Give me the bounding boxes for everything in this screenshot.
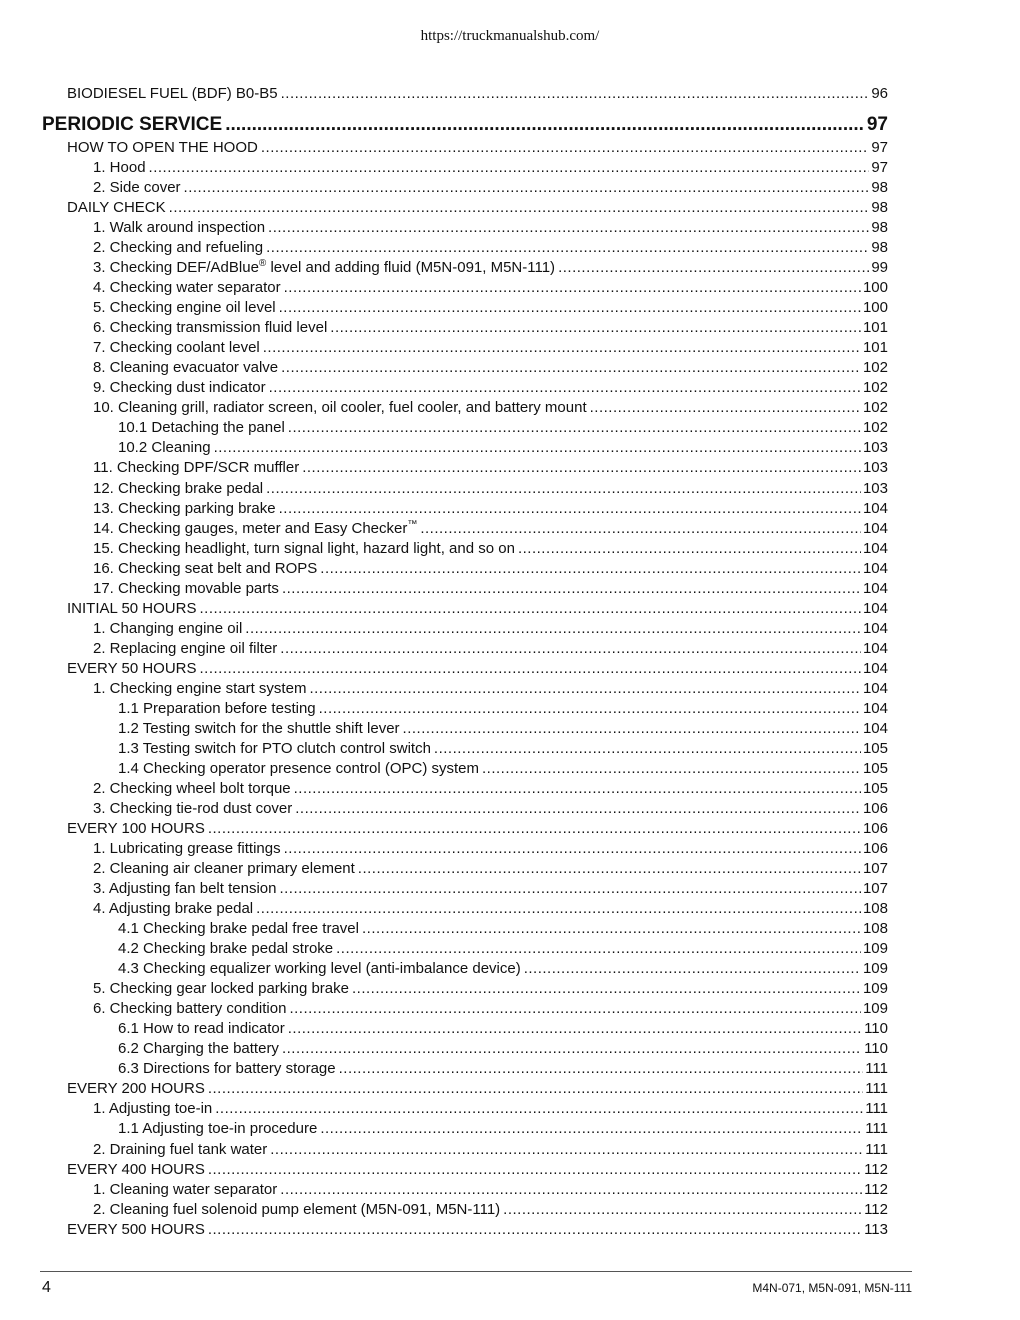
dot-leader [266, 479, 861, 499]
dot-leader [288, 418, 861, 438]
dot-leader [320, 1119, 863, 1139]
toc-entry-title [93, 579, 282, 599]
dot-leader [279, 499, 861, 519]
toc-entry-title [93, 619, 245, 639]
toc-entry[interactable] [93, 158, 888, 178]
dot-leader [309, 679, 861, 699]
toc-entry-text: 2. Checking wheel bolt torque [93, 779, 291, 797]
dot-leader [503, 1200, 862, 1220]
toc-entry[interactable] [93, 559, 888, 579]
toc-entry[interactable] [118, 1119, 888, 1139]
toc-entry[interactable] [93, 238, 888, 258]
dot-leader [358, 859, 861, 879]
toc-entry-text-continued: level and adding fluid (M5N-091, M5N-111) [266, 259, 556, 277]
dot-leader [330, 318, 861, 338]
dot-leader [269, 378, 861, 398]
dot-leader [263, 338, 861, 358]
dot-leader [279, 879, 861, 899]
toc-page-number: 104 [862, 659, 888, 677]
toc-entry-text: EVERY 400 HOURS [67, 1160, 205, 1178]
toc-page-number: 98 [871, 199, 888, 217]
toc-entry-title [93, 799, 295, 819]
toc-entry-title [118, 719, 403, 739]
toc-entry[interactable] [93, 1180, 888, 1200]
toc-page-number: 100 [862, 299, 888, 317]
toc-entry-text: 4. Checking water separator [93, 279, 281, 297]
toc-entry-text: EVERY 500 HOURS [67, 1220, 205, 1238]
toc-page-number: 110 [864, 1040, 888, 1058]
toc-entry[interactable] [67, 659, 888, 679]
dot-leader [284, 278, 861, 298]
toc-page-number: 111 [865, 1080, 888, 1098]
toc-entry-title [93, 458, 302, 478]
dot-leader [208, 1079, 863, 1099]
toc-entry-text: 7. Checking coolant level [93, 339, 260, 357]
toc-entry[interactable] [93, 218, 888, 238]
toc-entry[interactable] [118, 418, 888, 438]
toc-entry-title [93, 639, 280, 659]
toc-entry-title [93, 779, 294, 799]
toc-entry-text: 4.1 Checking brake pedal free travel [118, 920, 359, 938]
dot-leader [403, 719, 861, 739]
dot-leader [184, 178, 870, 198]
toc-entry-title [93, 258, 558, 278]
toc-entry-title [93, 398, 590, 418]
toc-page-number: 104 [862, 719, 888, 737]
toc-entry-title [93, 979, 352, 999]
toc-entry[interactable] [93, 499, 888, 519]
toc-page-number: 106 [862, 820, 888, 838]
toc-entry[interactable] [93, 839, 888, 859]
dot-leader [214, 438, 861, 458]
toc-entry-title [93, 178, 184, 198]
toc-entry[interactable] [93, 639, 888, 659]
toc-entry-title [93, 218, 268, 238]
toc-entry-title [93, 378, 269, 398]
page-number: 4 [42, 1279, 51, 1296]
toc-entry[interactable] [93, 178, 888, 198]
toc-entry[interactable] [93, 378, 888, 398]
toc-entry-title [93, 879, 279, 899]
toc-page-number: 109 [862, 940, 888, 958]
toc-entry-title [42, 112, 225, 138]
toc-entry-text: 2. Replacing engine oil filter [93, 639, 278, 657]
toc-entry-title [67, 138, 261, 158]
toc-entry-text: 1.3 Testing switch for PTO clutch control switch [118, 739, 431, 757]
dot-leader [319, 699, 861, 719]
toc-entry[interactable] [93, 679, 888, 699]
toc-entry-title [118, 959, 524, 979]
toc-entry-text: 2. Cleaning fuel solenoid pump element (M5N-091, M5N-111) [93, 1200, 501, 1218]
toc-entry[interactable] [93, 479, 888, 499]
toc-entry-text: 1.4 Checking operator presence control (OPC) system [118, 759, 479, 777]
toc-page-number: 104 [862, 559, 888, 577]
dot-leader [200, 659, 861, 679]
toc-entry-text: INITIAL 50 HOURS [67, 599, 197, 617]
toc-page-number: 112 [864, 1180, 888, 1198]
toc-page-number: 104 [862, 539, 888, 557]
toc-entry-title [93, 539, 518, 559]
toc-entry[interactable] [118, 939, 888, 959]
toc-entry[interactable] [93, 318, 888, 338]
toc-entry-title [93, 298, 279, 318]
toc-entry-text: 5. Checking gear locked parking brake [93, 980, 349, 998]
toc-page-number: 109 [862, 1000, 888, 1018]
toc-entry-title [93, 1099, 215, 1119]
dot-leader [282, 1039, 862, 1059]
toc-entry[interactable] [93, 1099, 888, 1119]
toc-entry[interactable] [93, 779, 888, 799]
toc-page-number: 105 [862, 739, 888, 757]
toc-entry[interactable] [118, 959, 888, 979]
toc-page-number: 98 [871, 219, 888, 237]
toc-entry-title [118, 919, 362, 939]
toc-entry-text: 6.3 Directions for battery storage [118, 1060, 336, 1078]
toc-entry-text: 1.1 Adjusting toe-in procedure [118, 1120, 318, 1138]
dot-leader [261, 138, 869, 158]
toc-entry-text: 10.2 Cleaning [118, 439, 211, 457]
toc-entry-text: 8. Cleaning evacuator valve [93, 359, 279, 377]
dot-leader [208, 1160, 862, 1180]
toc-page-number: 104 [862, 619, 888, 637]
toc-page-number: 101 [862, 319, 888, 337]
toc-page-number: 96 [871, 85, 888, 102]
toc-entry[interactable] [67, 138, 888, 158]
toc-entry-text: 1. Checking engine start system [93, 679, 307, 697]
toc-section-heading[interactable] [42, 112, 888, 138]
toc-page-number: 102 [862, 419, 888, 437]
toc-entry-text: 10.1 Detaching the panel [118, 419, 285, 437]
toc-entry-title [118, 739, 434, 759]
toc-entry-title [118, 939, 336, 959]
toc-entry-text: 3. Checking DEF/AdBlue [93, 259, 259, 277]
toc-entry-title [93, 519, 420, 539]
toc-entry-title [93, 559, 320, 579]
dot-leader [352, 979, 861, 999]
toc-page-number: 104 [862, 519, 888, 537]
toc-entry-title [118, 759, 482, 779]
toc-page-number: 105 [862, 759, 888, 777]
toc-entry-title [118, 1059, 339, 1079]
toc-entry[interactable] [118, 739, 888, 759]
dot-leader [199, 599, 860, 619]
toc-entry-text: 4. Adjusting brake pedal [93, 900, 254, 918]
toc-entry-title [67, 198, 169, 218]
toc-entry[interactable] [118, 1019, 888, 1039]
toc-entry-title [93, 499, 279, 519]
toc-entry[interactable] [67, 819, 888, 839]
toc-page-number: 110 [864, 1020, 888, 1038]
toc-entry[interactable] [93, 899, 888, 919]
toc-entry[interactable] [67, 84, 888, 104]
toc-entry[interactable] [93, 879, 888, 899]
toc-entry-title [118, 1039, 282, 1059]
toc-page-number: 103 [862, 479, 888, 497]
toc-entry[interactable] [93, 619, 888, 639]
toc-entry[interactable] [93, 1140, 888, 1160]
toc-entry-text: 1. Walk around inspection [93, 219, 266, 237]
toc-page-number: 104 [862, 639, 888, 657]
toc-entry-text: 11. Checking DPF/SCR muffler [93, 459, 300, 477]
toc-entry-text: 1. Cleaning water separator [93, 1180, 278, 1198]
toc-page-number: 109 [862, 980, 888, 998]
toc-entry-text: 4.3 Checking equalizer working level (anti-imbalance device) [118, 960, 521, 978]
toc-entry[interactable] [118, 1059, 888, 1079]
dot-leader [266, 238, 869, 258]
toc-page-number: 97 [871, 159, 888, 177]
toc-entry[interactable] [93, 539, 888, 559]
toc-entry-text: 1. Hood [93, 159, 146, 177]
toc-page-number: 108 [862, 900, 888, 918]
dot-leader [225, 112, 865, 138]
dot-leader [279, 298, 861, 318]
dot-leader [245, 619, 861, 639]
toc-entry[interactable] [118, 1039, 888, 1059]
toc-page-number: 104 [862, 599, 888, 617]
toc-entry-title [93, 479, 266, 499]
toc-page-number: 104 [862, 579, 888, 597]
toc-entry-text: 15. Checking headlight, turn signal light, hazard light, and so on [93, 539, 515, 557]
toc-entry[interactable] [67, 1160, 888, 1180]
toc-entry[interactable] [67, 1220, 888, 1240]
toc-entry-title [93, 1180, 280, 1200]
toc-page-number: 102 [862, 359, 888, 377]
toc-page-number: 106 [862, 840, 888, 858]
toc-entry-title [118, 418, 288, 438]
toc-entry-text: 1. Changing engine oil [93, 619, 243, 637]
toc-page-number: 100 [862, 279, 888, 297]
toc-entry-text: 13. Checking parking brake [93, 499, 276, 517]
toc-page-number: 104 [862, 699, 888, 717]
toc-entry-text: 2. Cleaning air cleaner primary element [93, 860, 355, 878]
toc-entry[interactable] [93, 458, 888, 478]
toc-entry-text: 6.2 Charging the battery [118, 1040, 279, 1058]
toc-entry-title [67, 659, 200, 679]
toc-entry-text: 1.1 Preparation before testing [118, 699, 316, 717]
toc-page-number: 111 [865, 1140, 888, 1158]
toc-page-number: 111 [865, 1100, 888, 1118]
toc-entry-title [118, 699, 319, 719]
toc-entry[interactable] [93, 398, 888, 418]
toc-page-number: 103 [862, 439, 888, 457]
toc-page-number: 113 [864, 1220, 888, 1238]
toc-entry[interactable] [93, 258, 888, 278]
toc-entry[interactable] [118, 759, 888, 779]
toc-entry[interactable] [93, 799, 888, 819]
toc-page-number: 112 [864, 1160, 888, 1178]
dot-leader [280, 639, 861, 659]
dot-leader [434, 739, 861, 759]
toc-entry-text: 2. Checking and refueling [93, 239, 264, 257]
toc-entry[interactable] [118, 438, 888, 458]
toc-entry-title [93, 1140, 270, 1160]
toc-entry-title [93, 318, 330, 338]
toc-entry[interactable] [93, 979, 888, 999]
toc-page-number: 97 [866, 114, 888, 135]
dot-leader [284, 839, 861, 859]
dot-leader [280, 1180, 862, 1200]
dot-leader [295, 799, 861, 819]
toc-entry-text: EVERY 50 HOURS [67, 659, 197, 677]
toc-entry[interactable] [67, 198, 888, 218]
dot-leader [590, 398, 861, 418]
toc-page-number: 109 [862, 960, 888, 978]
toc-entry-title [93, 338, 263, 358]
toc-entry-title [93, 238, 266, 258]
toc-page-number: 107 [862, 880, 888, 898]
toc-entry-text: 2. Draining fuel tank water [93, 1140, 268, 1158]
toc-entry-text: 4.2 Checking brake pedal stroke [118, 940, 334, 958]
dot-leader [208, 819, 861, 839]
toc-entry[interactable] [93, 519, 888, 539]
toc-entry-text: HOW TO OPEN THE HOOD [67, 139, 258, 156]
dot-leader [149, 158, 870, 178]
toc-entry-text: 10. Cleaning grill, radiator screen, oil cooler, fuel cooler, and battery mount [93, 399, 587, 417]
toc-entry-text: 3. Checking tie-rod dust cover [93, 799, 293, 817]
toc-page-number: 108 [862, 920, 888, 938]
dot-leader [558, 258, 869, 278]
toc-entry-title [93, 358, 281, 378]
toc-page-number: 102 [862, 379, 888, 397]
toc-entry-text: 9. Checking dust indicator [93, 379, 266, 397]
toc-entry[interactable] [67, 1079, 888, 1099]
toc-entry[interactable] [67, 599, 888, 619]
model-numbers: M4N-071, M5N-091, M5N-111 [752, 1281, 912, 1295]
toc-page-number: 104 [862, 679, 888, 697]
toc-page-number: 98 [871, 239, 888, 257]
toc-entry-text: 17. Checking movable parts [93, 579, 279, 597]
toc-entry-title [67, 599, 199, 619]
dot-leader [281, 84, 870, 104]
toc-page-number: 107 [862, 860, 888, 878]
toc-entry-text: 16. Checking seat belt and ROPS [93, 559, 318, 577]
dot-leader [268, 218, 869, 238]
toc-entry-title [118, 1019, 288, 1039]
toc-entry[interactable] [93, 338, 888, 358]
toc-page-number: 101 [862, 339, 888, 357]
dot-leader [302, 458, 861, 478]
dot-leader [362, 919, 861, 939]
dot-leader [281, 358, 861, 378]
toc-entry-text: EVERY 200 HOURS [67, 1080, 205, 1098]
toc-entry-text: 1. Lubricating grease fittings [93, 840, 281, 858]
toc-entry-title [93, 999, 289, 1019]
dot-leader [336, 939, 861, 959]
toc-entry-title [67, 1220, 208, 1240]
toc-entry-title [93, 839, 284, 859]
dot-leader [270, 1140, 863, 1160]
toc-page-number: 104 [862, 499, 888, 517]
toc-entry[interactable] [118, 719, 888, 739]
toc-entry-text: 6. Checking battery condition [93, 1000, 287, 1018]
toc-entry[interactable] [93, 1200, 888, 1220]
toc-page-number: 99 [871, 259, 888, 277]
toc-entry-text: 1.2 Testing switch for the shuttle shift lever [118, 719, 400, 737]
dot-leader [289, 999, 861, 1019]
dot-leader [256, 899, 861, 919]
toc-entry-title [118, 1119, 320, 1139]
trademark-symbol: ™ [407, 518, 418, 530]
dot-leader [294, 779, 861, 799]
toc-entry-text: PERIODIC SERVICE [42, 114, 223, 135]
toc-entry-text: 12. Checking brake pedal [93, 479, 264, 497]
toc-entry-title [67, 84, 281, 104]
toc-entry-text: BIODIESEL FUEL (BDF) B0-B5 [67, 85, 278, 102]
toc-entry[interactable] [93, 358, 888, 378]
footer-rule [40, 1271, 912, 1272]
dot-leader [482, 759, 861, 779]
toc-entry-text: 6.1 How to read indicator [118, 1020, 285, 1038]
toc-entry[interactable] [93, 859, 888, 879]
dot-leader [215, 1099, 863, 1119]
toc-page-number: 106 [862, 799, 888, 817]
dot-leader [518, 539, 861, 559]
toc-page-number: 105 [862, 779, 888, 797]
dot-leader [320, 559, 861, 579]
toc-entry-text: 1. Adjusting toe-in [93, 1100, 213, 1118]
toc-page-number: 111 [865, 1120, 888, 1138]
toc-entry-text: 6. Checking transmission fluid level [93, 319, 328, 337]
dot-leader [420, 519, 861, 539]
toc-entry-title [93, 1200, 503, 1220]
toc-entry[interactable] [93, 579, 888, 599]
toc-entry-text: 2. Side cover [93, 179, 181, 197]
toc-entry-text: EVERY 100 HOURS [67, 820, 205, 838]
toc-entry-title [67, 1079, 208, 1099]
toc-entry-text: 5. Checking engine oil level [93, 299, 276, 317]
toc-entry-title [67, 1160, 208, 1180]
toc-page-number: 103 [862, 459, 888, 477]
dot-leader [339, 1059, 864, 1079]
toc-entry[interactable] [93, 999, 888, 1019]
toc-entry-text: 3. Adjusting fan belt tension [93, 880, 277, 898]
toc-entry-title [93, 859, 358, 879]
trademark-symbol: ® [258, 258, 267, 270]
toc-entry-title [93, 679, 309, 699]
dot-leader [524, 959, 861, 979]
dot-leader [208, 1220, 862, 1240]
toc-entry-title [93, 899, 256, 919]
toc-page-number: 97 [871, 139, 888, 156]
toc-entry-text: DAILY CHECK [67, 199, 166, 217]
toc-page-number: 102 [862, 399, 888, 417]
toc-entry[interactable] [118, 699, 888, 719]
toc-page-number: 111 [865, 1060, 888, 1078]
toc-entry-text: 14. Checking gauges, meter and Easy Checker [93, 519, 408, 537]
toc-entry[interactable] [118, 919, 888, 939]
toc-entry-title [67, 819, 208, 839]
toc-entry-title [93, 158, 149, 178]
dot-leader [282, 579, 861, 599]
dot-leader [288, 1019, 862, 1039]
toc-page-number: 112 [864, 1200, 888, 1218]
toc-entry[interactable] [93, 298, 888, 318]
toc-page-number: 98 [871, 179, 888, 197]
toc-entry-title [93, 278, 284, 298]
toc-entry[interactable] [93, 278, 888, 298]
toc-entry-title [118, 438, 214, 458]
dot-leader [169, 198, 870, 218]
page-url: https://truckmanualshub.com/ [420, 28, 600, 44]
